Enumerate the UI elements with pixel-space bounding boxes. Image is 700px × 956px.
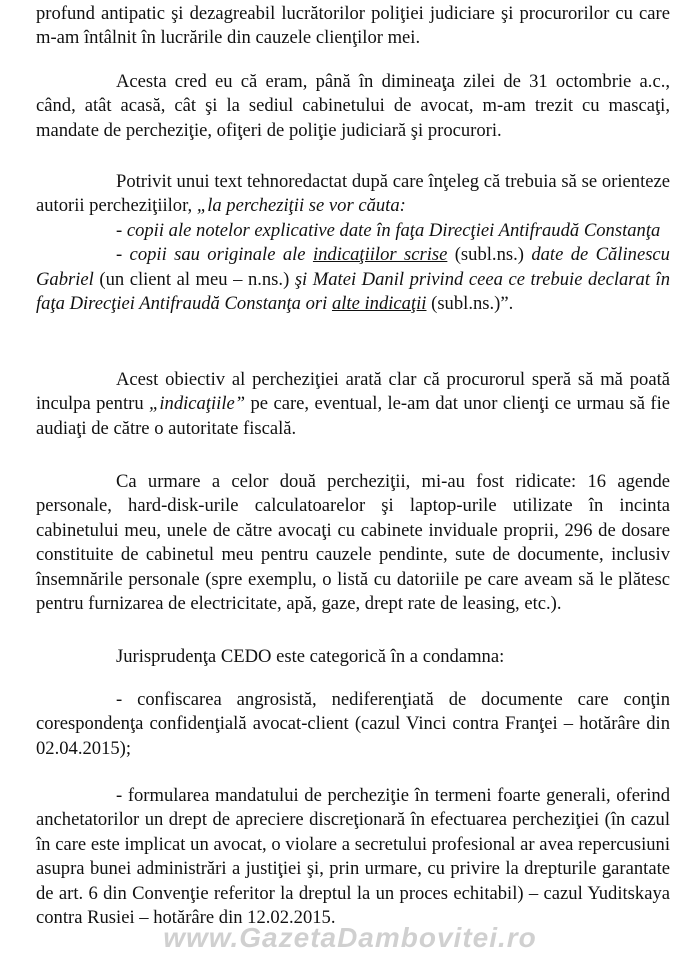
paragraph-2 bbox=[36, 70, 670, 143]
paragraph-3-note-2: (un client al meu – n.ns.) bbox=[93, 268, 295, 290]
site-watermark: www.GazetaDambovitei.ro bbox=[163, 922, 537, 953]
paragraph-5-text: Ca urmare a celor două percheziţii, mi-au fost ridicate: 16 agende personale, hard-disk-urile calculatoarelor şi laptop-urile utilizate în incinta cabinetului meu, unele de către avocaţi cu cabinete inviduale proprii, 296 de dosare constituite de cabinetul meu pentru cauzele pendinte, sute de documente, inclusiv însemnările personale (spre exemplu, o listă cu datoriile pe care aveam să le plătesc pentru furnizarea de electricitate, apă, gaze, drept rate de leasing, etc.). bbox=[36, 471, 670, 615]
paragraph-6-text: Jurisprudenţa CEDO este categorică în a condamna: bbox=[116, 646, 505, 667]
paragraph-3-item-2c: şi Matei Danil privind ceea ce trebuie declarat în faţa Direcţiei Antifraudă Constanţa ori bbox=[36, 268, 670, 315]
paragraph-1: profund antipatic şi dezagreabil lucrătorilor poliţiei judiciare şi procurorilor cu care m-am întâlnit în lucrările din cauzele clienţilor mei. bbox=[36, 3, 670, 49]
paragraph-3-intro: Potrivit unui text tehnoredactat după care înţeleg că trebuia să se orienteze autorii percheziţiilor, bbox=[36, 171, 670, 217]
paragraph-5 bbox=[36, 470, 670, 616]
paragraph-3-underline-2: alte indicaţii bbox=[331, 293, 427, 315]
paragraph-3-underline-1: indicaţiilor scrise bbox=[312, 244, 448, 266]
paragraph-3-quote-start: „la percheziţii se vor căuta: bbox=[196, 195, 406, 217]
paragraph-3 bbox=[36, 170, 670, 316]
paragraph-3-item-1: - copii ale notelor explicative date în faţa Direcţiei Antifraudă Constanţa bbox=[116, 219, 661, 241]
paragraph-3-item-2b: date de Călinescu Gabriel bbox=[36, 244, 670, 290]
paragraph-8 bbox=[36, 784, 670, 930]
paragraph-7-text: - confiscarea angrosistă, nediferenţiată de documente care conţin corespondenţa confidenţială avocat-client (cazul Vinci contra Franţei – hotărâre din 02.04.2015); bbox=[36, 689, 670, 759]
paragraph-6 bbox=[36, 645, 670, 669]
paragraph-4 bbox=[36, 368, 670, 441]
paragraph-3-note-3: (subl.ns.)”. bbox=[426, 293, 514, 315]
paragraph-8-text: - formularea mandatului de percheziţie în termeni foarte generali, oferind anchetatorilor un drept de apreciere discreţionară în efectuarea percheziţiei (în cazul în care este implicat un avocat, o violare a secretului profesional ar avea repercusiuni asupra bunei administrări a justiţiei şi, prin urmare, cu privire la drepturile garantate de art. 6 din Convenţie referitor la dreptul la un proces echitabil) – cazul Yuditskaya contra Rusiei – hotărâre din 12.02.2015. bbox=[36, 785, 670, 929]
paragraph-4-quote: „indicaţiile” bbox=[149, 393, 246, 415]
paragraph-4-a: Acest obiectiv al percheziţiei arată clar că procurorul speră să mă poată inculpa pentru bbox=[36, 369, 670, 415]
paragraph-3-item-2a: - copii sau originale ale bbox=[116, 244, 313, 266]
paragraph-4-c: pe care, eventual, le-am dat unor clienţi ce urmau să fie audiaţi de către o autoritate fiscală. bbox=[36, 393, 670, 439]
paragraph-2-text: Acesta cred eu că eram, până în dimineaţa zilei de 31 octombrie a.c., când, atât acasă, cât şi la sediul cabinetului de avocat, m-am trezit cu mascaţi, mandate de percheziţie, ofiţeri de poliţie judiciară şi procurori. bbox=[36, 71, 670, 141]
paragraph-3-note-1: (subl.ns.) bbox=[447, 244, 532, 266]
paragraph-7 bbox=[36, 688, 670, 761]
